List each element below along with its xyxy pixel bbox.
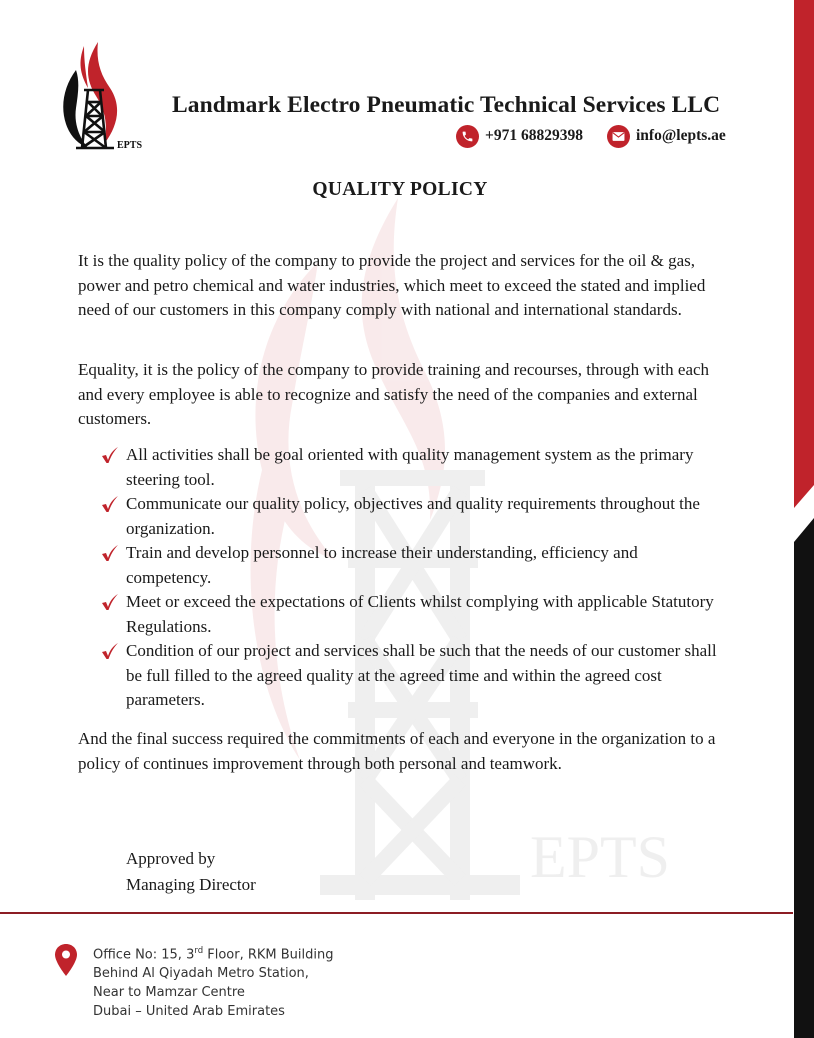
map-pin-icon [54,943,78,977]
checkmark-icon [100,592,120,612]
address-line-1: Office No: 15, 3rd Floor, RKM Building [93,946,334,963]
company-logo [58,40,154,158]
checkmark-icon [100,494,120,514]
approval-block [126,846,256,897]
company-name: Landmark Electro Pneumatic Technical Services LLC [172,92,721,118]
watermark-text: EPTS [530,824,671,890]
paragraph-equality: Equality, it is the policy of the company to provide training and recourses, through with each and every employee is able to recognize and satisfy the need of the companies and external customers. [78,360,710,428]
paragraph-intro: It is the quality policy of the company to provide the project and services for the oil & gas, power and petro chemical and water industries, which meet to exceed the stated and implied need of our customers in this company comply with national and international standards. [78,251,706,319]
bullet-text: Communicate our quality policy, objectives and quality requirements throughout the organization. [126,494,700,538]
paragraph-closing: And the final success required the commitments of each and everyone in the organization to a policy of continues improvement through both personal and teamwork. [78,729,716,773]
bullet-text: Condition of our project and services shall be such that the needs of our customer shall be full filled to the agreed quality at the agreed time and within the agreed cost parameters. [126,641,717,709]
contact-email[interactable] [607,124,726,148]
envelope-icon [607,125,630,148]
approver-title: Managing Director [126,874,256,894]
list-item [100,590,718,639]
document-title: QUALITY POLICY [312,179,488,200]
phone-number: +971 68829398 [485,127,583,144]
contact-phone[interactable] [456,124,583,148]
phone-icon [456,125,479,148]
logo-text: EPTS [117,140,143,151]
bullet-text: Train and develop personnel to increase their understanding, efficiency and competency. [126,543,638,587]
checkmark-icon [100,445,120,465]
approved-by-label: Approved by [126,849,216,868]
bullet-text: All activities shall be goal oriented with quality management system as the primary steering tool. [126,445,694,489]
policy-bullet-list [100,443,718,713]
list-item [100,492,718,541]
bullet-text: Meet or exceed the expectations of Clients whilst complying with applicable Statutory Regulations. [126,592,714,636]
list-item [100,541,718,590]
address-line-3: Near to Mamzar Centre [93,985,245,1001]
list-item [100,639,718,713]
address-line-4: Dubai – United Arab Emirates [93,1004,285,1020]
email-address: info@lepts.ae [636,127,726,144]
address-line-2: Behind Al Qiyadah Metro Station, [93,966,309,982]
footer-address [93,942,334,1021]
footer-divider [0,912,793,914]
checkmark-icon [100,543,120,563]
checkmark-icon [100,641,120,661]
list-item [100,443,718,492]
